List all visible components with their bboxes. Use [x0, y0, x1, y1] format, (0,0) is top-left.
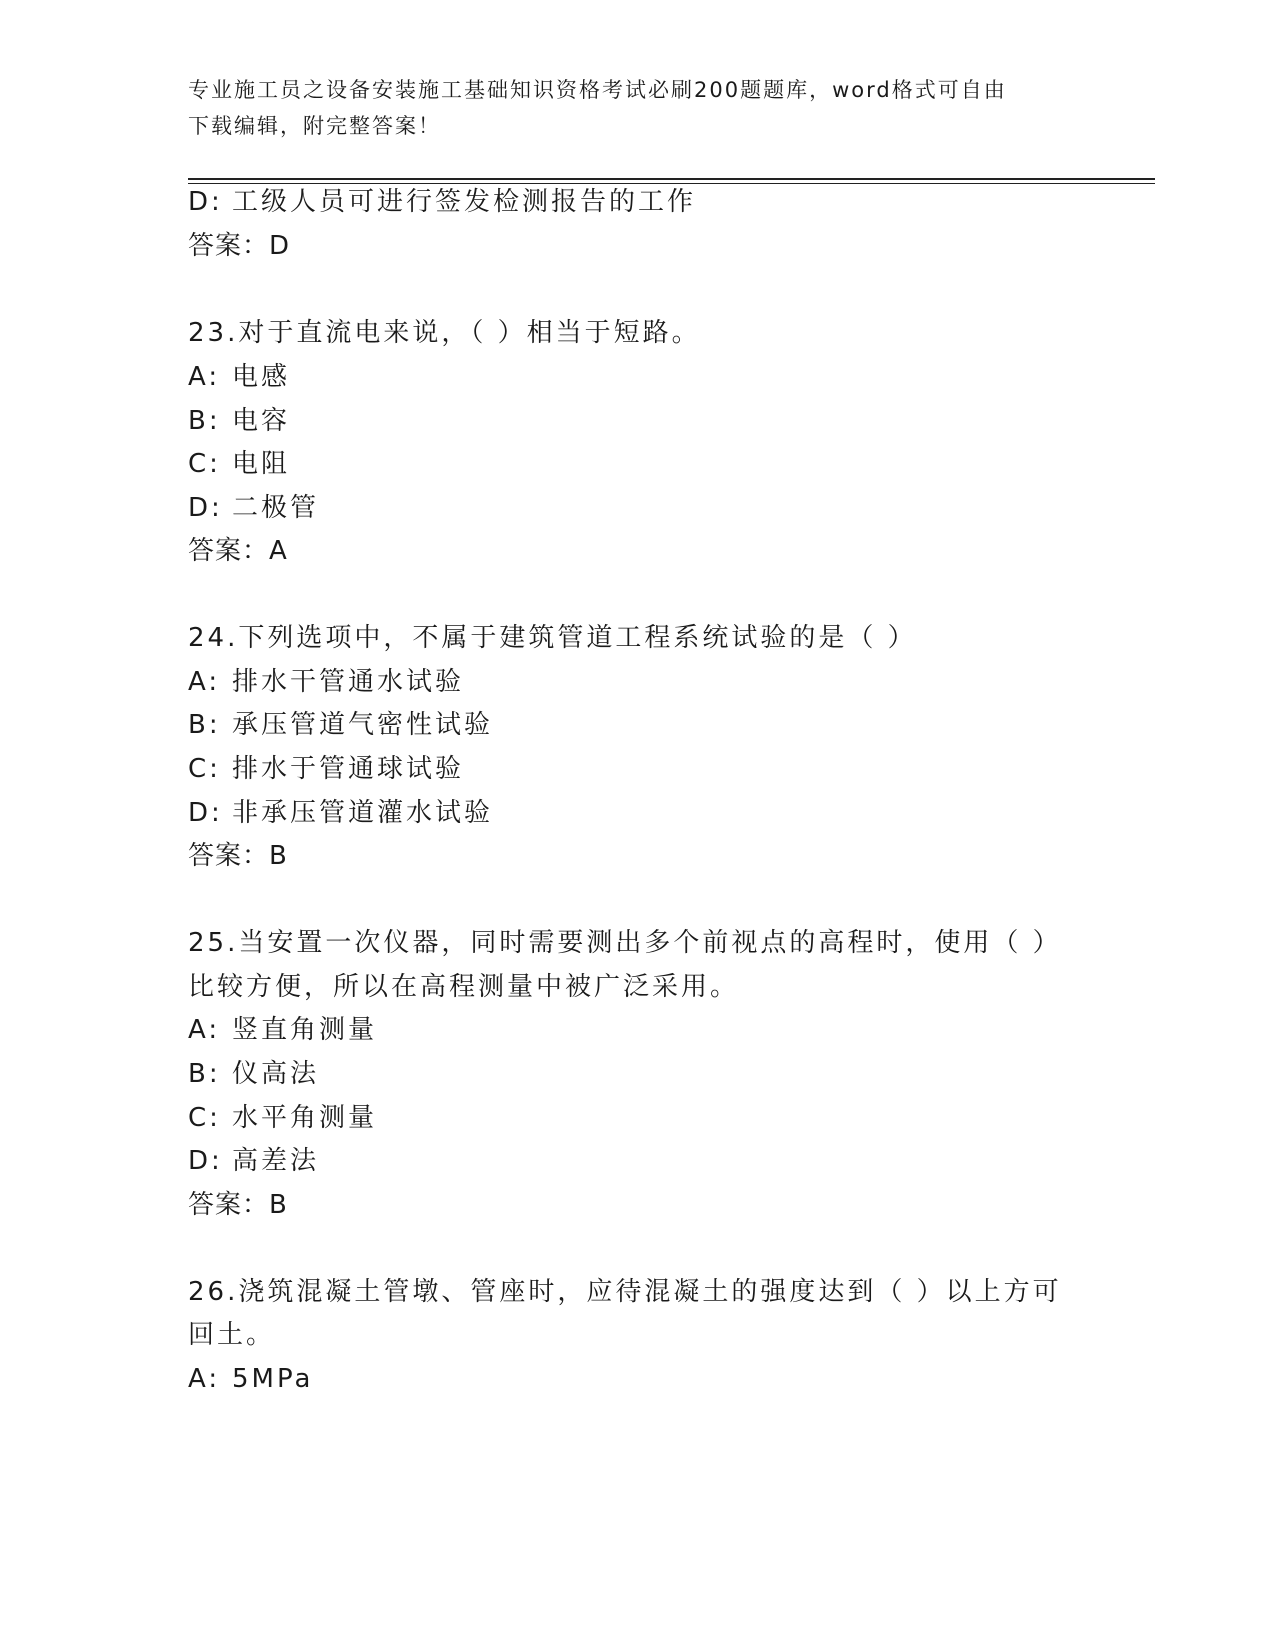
option-label: C: [188, 449, 221, 479]
question-26-stem-line-1: 26.浇筑混凝土管墩、管座时，应待混凝土的强度达到（ ）以上方可 [188, 1277, 1062, 1307]
question-24-option-b [188, 707, 493, 743]
option-label: B: [188, 1059, 221, 1089]
question-24-stem: 24.下列选项中，不属于建筑管道工程系统试验的是（ ） [188, 623, 917, 653]
question-26-option-a [188, 1361, 313, 1397]
header-divider-thick [188, 178, 1155, 180]
option-text: 电阻 [232, 449, 291, 479]
question-26-stem-line-2: 回土。 [188, 1320, 276, 1350]
option-label: D: [188, 187, 223, 217]
question-25-option-d [188, 1143, 319, 1179]
option-label: A: [188, 667, 221, 697]
question-25-option-a [188, 1012, 377, 1048]
question-23-answer: 答案：A [188, 536, 288, 566]
option-label: D: [188, 1146, 223, 1176]
option-text: 电容 [232, 406, 291, 436]
header-title-line-1: 专业施工员之设备安装施工基础知识资格考试必刷200题题库，word格式可自由 [188, 78, 1007, 102]
question-23-option-d [188, 490, 319, 526]
question-23-option-c [188, 446, 290, 482]
question-24-answer: 答案：B [188, 841, 288, 871]
option-label: A: [188, 1015, 221, 1045]
option-text: 水平角测量 [232, 1103, 378, 1133]
question-24-option-d [188, 795, 493, 831]
option-label: D: [188, 493, 223, 523]
option-text: 电感 [232, 362, 291, 392]
option-text: 仪高法 [232, 1059, 320, 1089]
question-24-option-c [188, 751, 464, 787]
option-text: 二极管 [232, 493, 320, 523]
question-25-option-c [188, 1100, 377, 1136]
option-text: 非承压管道灌水试验 [232, 798, 494, 828]
option-text: 排水于管通球试验 [232, 754, 465, 784]
document-header [188, 72, 1088, 144]
option-label: A: [188, 362, 221, 392]
question-25-option-b [188, 1056, 319, 1092]
prev-question-answer: 答案：D [188, 231, 291, 261]
option-label: B: [188, 406, 221, 436]
question-25-stem-line-2: 比较方便，所以在高程测量中被广泛采用。 [188, 972, 740, 1002]
option-label: B: [188, 710, 221, 740]
option-text: 高差法 [232, 1146, 320, 1176]
option-label: A: [188, 1364, 221, 1394]
question-23-option-a [188, 359, 290, 395]
option-label: C: [188, 1103, 221, 1133]
option-text: 承压管道气密性试验 [232, 710, 494, 740]
option-label: C: [188, 754, 221, 784]
option-label: D: [188, 798, 223, 828]
question-25-stem-line-1: 25.当安置一次仪器，同时需要测出多个前视点的高程时，使用（ ） [188, 928, 1062, 958]
question-25-answer: 答案：B [188, 1190, 288, 1220]
question-23-option-b [188, 403, 290, 439]
option-text: 竖直角测量 [232, 1015, 378, 1045]
prev-question-option-d [188, 184, 696, 220]
option-text: 工级人员可进行签发检测报告的工作 [232, 187, 697, 217]
question-24-option-a [188, 664, 464, 700]
option-text: 5MPa [232, 1364, 314, 1394]
option-text: 排水干管通水试验 [232, 667, 465, 697]
question-23-stem: 23.对于直流电来说，（ ）相当于短路。 [188, 318, 701, 348]
header-title-line-2: 下载编辑，附完整答案！ [188, 114, 441, 138]
